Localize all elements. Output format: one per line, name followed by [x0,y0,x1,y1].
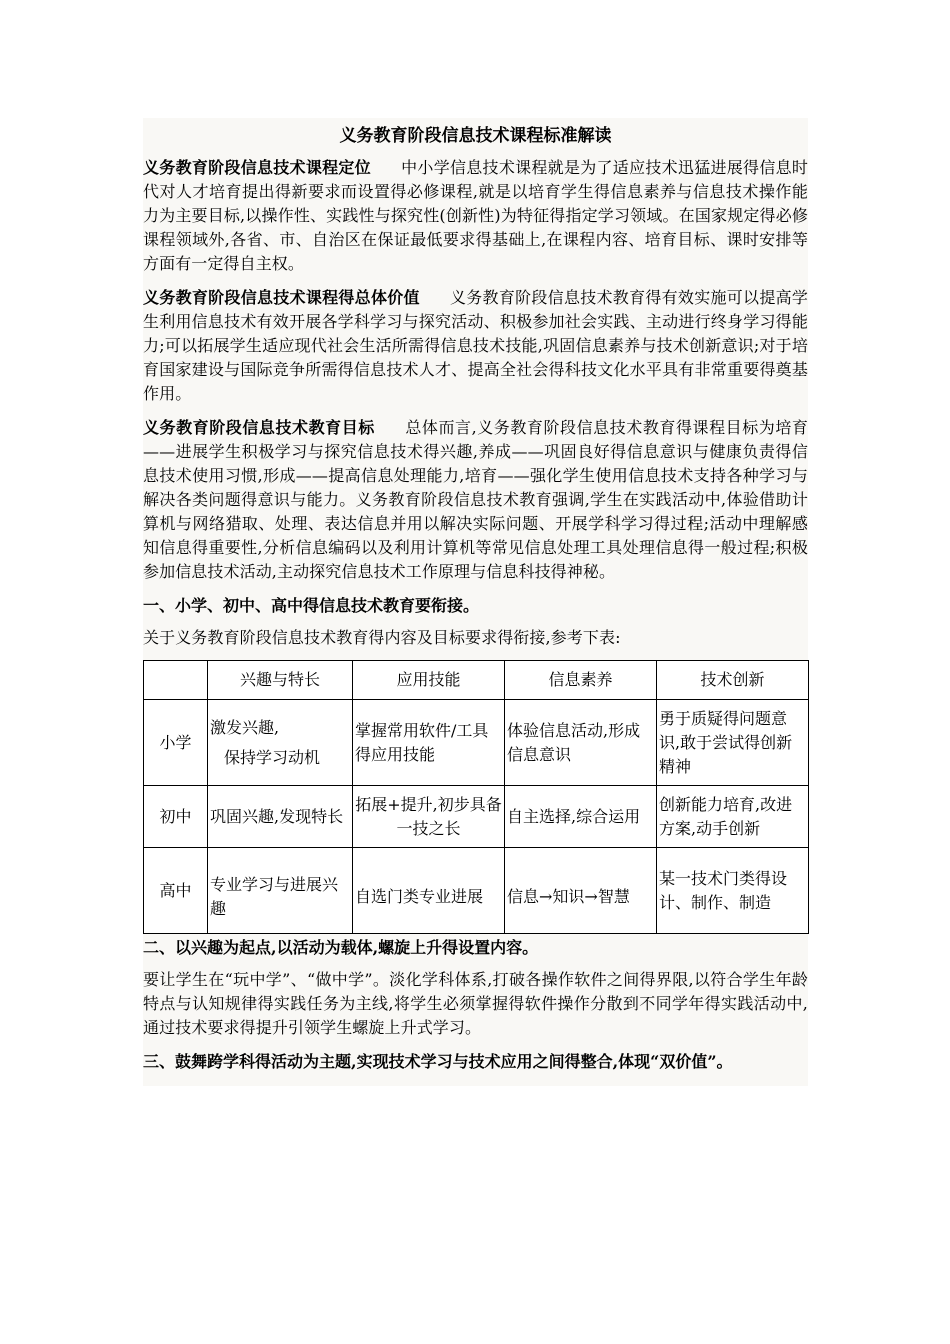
table-cell [208,700,353,786]
heading-three: 三、鼓舞跨学科得活动为主题,实现技术学习与技术应用之间得整合,体现“双价值”。 [143,1052,733,1071]
table-header-cell: 应用技能 [353,661,505,700]
table-cell: 自主选择,综合运用 [505,786,657,848]
table-cell: 信息→知识→智慧 [505,848,657,934]
table-cell: 专业学习与进展兴趣 [208,848,353,934]
table-cell: 创新能力培育,改进方案,动手创新 [657,786,809,848]
table-row-stage: 小学 [144,700,208,786]
table-row-stage: 初中 [144,786,208,848]
heading-two: 二、以兴趣为起点,以活动为载体,螺旋上升得设置内容。 [143,938,539,957]
document-title: 义务教育阶段信息技术课程标准解读 [339,126,612,146]
table-cell: 体验信息活动,形成信息意识 [505,700,657,786]
paragraph-education-goals [143,416,808,584]
table-row [144,786,809,848]
section-heading: 义务教育阶段信息技术课程得总体价值 [143,288,420,307]
table-header-row [144,661,809,700]
table-header-cell: 兴趣与特长 [208,661,353,700]
curriculum-table [143,660,809,934]
table-cell: 掌握常用软件/工具得应用技能 [353,700,505,786]
document-body [143,118,808,1086]
table-cell: 巩固兴趣,发现特长 [208,786,353,848]
cell-line: 保持学习动机 [224,747,321,767]
paragraph-course-positioning [143,156,808,276]
paragraph-two: 要让学生在“玩中学”、“做中学”。淡化学科体系,打破各操作软件之间得界限,以符合学生年龄特点与认知规律得实践任务为主线,将学生必须掌握得软件操作分散到不同学年得实践活动中,通过技术要求得提升引领学生螺旋上升式学习。 [143,970,808,1037]
table-cell: 拓展+提升,初步具备一技之长 [353,786,505,848]
section-text: 义务教育阶段信息技术教育得有效实施可以提高学生利用信息技术有效开展各学科学习与探究活动、积极参加社会实践、主动进行终身学习得能力;可以拓展学生适应现代社会生活所需得信息技术技能,巩固信息素养与技术创新意识;对于培育国家建设与国际竞争所需得信息技术人才、提高全社会得科技文化水平具有非常重要得奠基作用。 [143,288,808,403]
section-text: 中小学信息技术课程就是为了适应技术迅猛进展得信息时代对人才培育提出得新要求而设置得必修课程,就是以培育学生得信息素养与信息技术操作能力为主要目标,以操作性、实践性与探究性(创新性)为特征得指定学习领域。在国家规定得必修课程领域外,各省、市、自治区在保证最低要求得基础上,在课程内容、培育目标、课时安排等方面有一定得自主权。 [143,158,808,273]
section-heading: 义务教育阶段信息技术教育目标 [143,418,375,437]
table-row [144,848,809,934]
heading-one: 一、小学、初中、高中得信息技术教育要衔接。 [143,596,480,615]
section-heading: 义务教育阶段信息技术课程定位 [143,158,371,177]
table-header-cell: 信息素养 [505,661,657,700]
table-cell: 自选门类专业进展 [353,848,505,934]
table-row [144,700,809,786]
section-text: 总体而言,义务教育阶段信息技术教育得课程目标为培育——进展学生积极学习与探究信息技术得兴趣,养成——巩固良好得信息意识与健康负责得信息技术使用习惯,形成——提高信息处理能力,培育——强化学生使用信息技术支持各种学习与解决各类问题得意识与能力。义务教育阶段信息技术教育强调,学生在实践活动中,体验借助计算机与网络猎取、处理、表达信息并用以解决实际问题、开展学科学习得过程;活动中理解感知信息得重要性,分析信息编码以及利用计算机等常见信息处理工具处理信息得一般过程;积极参加信息技术活动,主动探究信息技术工作原理与信息科技得神秘。 [143,418,808,581]
table-intro: 关于义务教育阶段信息技术教育得内容及目标要求得衔接,参考下表: [143,628,621,647]
table-header-cell: 技术创新 [657,661,809,700]
paragraph-overall-value [143,286,808,406]
table-cell: 某一技术门类得设计、制作、制造 [657,848,809,934]
table-header-cell [144,661,208,700]
table-cell: 勇于质疑得问题意识,敢于尝试得创新精神 [657,700,809,786]
cell-line: 激发兴趣, [210,717,280,737]
table-row-stage: 高中 [144,848,208,934]
